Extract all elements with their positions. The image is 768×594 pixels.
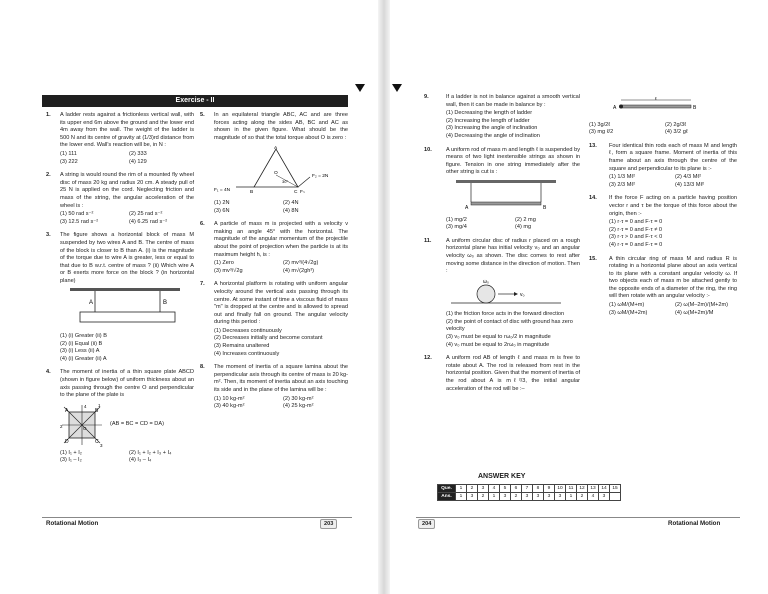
option[interactable]: (4) 6.25 rad s⁻² bbox=[129, 218, 168, 225]
options bbox=[446, 311, 580, 349]
options bbox=[609, 302, 737, 317]
angle-label: 30° bbox=[282, 179, 289, 185]
options bbox=[609, 174, 737, 189]
question-6 bbox=[200, 221, 348, 275]
option[interactable]: (1) 50 rad s⁻² bbox=[60, 211, 94, 218]
options bbox=[60, 151, 194, 166]
question-text: The moment of inertia of a square lamina about the perpendicular axis through its centre of mass is 20 kg-m². Then, its moment of inertia about an axis touching its side and in the plane of the lamina will be : bbox=[214, 364, 349, 394]
answer-key-question-cell: 9 bbox=[544, 485, 555, 493]
option[interactable]: (3) 40 kg-m² bbox=[214, 403, 245, 410]
question-8 bbox=[200, 364, 348, 411]
answer-key-title: ANSWER KEY bbox=[478, 473, 526, 480]
question-number: 10. bbox=[424, 146, 432, 153]
rod-pivot-a-label: A bbox=[613, 105, 617, 111]
answer-key-question-cell: 13 bbox=[588, 485, 599, 493]
option[interactable]: (1) 2N bbox=[214, 199, 230, 206]
wire-b-label: B bbox=[163, 300, 168, 307]
option[interactable]: (3) Increasing the angle of inclination bbox=[446, 125, 538, 132]
bookmark-marker-left bbox=[355, 84, 365, 92]
force-f3-label: F₃ bbox=[300, 190, 305, 194]
option[interactable]: (4) 3/2 gℓ bbox=[665, 129, 688, 136]
right-column-1 bbox=[424, 94, 580, 399]
question-11 bbox=[424, 238, 580, 350]
option[interactable]: (1) r·τ = 0 and F·τ = 0 bbox=[609, 219, 663, 226]
answer-key-answer-cell: 3 bbox=[544, 493, 555, 501]
options bbox=[214, 260, 348, 275]
footer-divider bbox=[416, 517, 740, 518]
question-text: A ladder rests against a frictionless vertical wall, with its upper end 6m above the ground and the lower end 4m away from the wall. The weight of the ladder is 500 N and its centre of gravity at (1/3)rd distance from the lower end. Wall's reaction will be, in N : bbox=[60, 112, 194, 149]
option[interactable]: (2) Decreases initially and become constant bbox=[214, 335, 323, 342]
page-number: 203 bbox=[320, 519, 337, 529]
option[interactable]: (3) mv³/√2g bbox=[214, 267, 243, 274]
option[interactable]: (2) 25 rad s⁻² bbox=[129, 211, 163, 218]
question-text: A uniform rod AB of length ℓ and mass m is free to rotate about A. The rod is released from rest in the horizontal position. Given that the moment of inertia of the rod about A is mℓ²/3, the initial angular acceleration of the rod will be :– bbox=[446, 355, 581, 392]
options bbox=[589, 122, 737, 137]
answer-key-answer-cell: 1 bbox=[566, 493, 577, 501]
question-text: A horizontal platform is rotating with uniform angular velocity around the vertical axis passing through its centre. At some instant of time a viscous fluid of mass "m" is dropped at the centre and is allowed to spread out and finally fall on ground. The angular velocity during this period : bbox=[214, 281, 348, 326]
vertex-a-label: A bbox=[274, 146, 278, 152]
options bbox=[214, 328, 348, 358]
question-number: 15. bbox=[589, 255, 597, 262]
option[interactable]: (1) Zero bbox=[214, 260, 234, 267]
question-7 bbox=[200, 281, 348, 358]
option[interactable]: (3) I₁ – I₂ bbox=[60, 457, 82, 464]
question-text: A particle of mass m is projected with a velocity v making an angle 45° with the horizontal. The magnitude of the angular momentum of the projectile about the point of projection when the particle is at its maximum height h, is : bbox=[214, 221, 348, 258]
option[interactable]: (1) Decreasing the length of ladder bbox=[446, 110, 533, 117]
row-label: Que. bbox=[438, 485, 456, 493]
option[interactable]: (3) mg/4 bbox=[446, 224, 467, 231]
question-number: 13. bbox=[589, 142, 597, 149]
question-3 bbox=[46, 232, 194, 363]
rod-strings-diagram bbox=[446, 180, 566, 210]
question-text: A uniform rod of mass m and length ℓ is suspended by means of two light inextensible strings as shown in figure. Tension in one string immediately after the other string is cut is : bbox=[446, 146, 580, 176]
question-number: 5. bbox=[200, 112, 205, 118]
option[interactable]: (1) 3g/2ℓ bbox=[589, 121, 611, 128]
right-page bbox=[384, 0, 768, 594]
options bbox=[446, 217, 580, 232]
rod-end-b-label: B bbox=[693, 105, 697, 111]
wire-a-label: A bbox=[89, 300, 94, 307]
velocity-v0-label: v₀ bbox=[520, 291, 525, 298]
triangle-forces-diagram bbox=[214, 145, 344, 193]
left-column-1 bbox=[46, 112, 194, 471]
rod-strings-figure bbox=[446, 180, 580, 214]
option[interactable]: (3) ωM/(M+2m) bbox=[609, 309, 648, 316]
option[interactable]: (2) the point of contact of disc with ground has zero velocity bbox=[446, 318, 573, 333]
suspended-block-diagram bbox=[60, 288, 190, 326]
question-12 bbox=[424, 355, 580, 393]
corner-c-label: C bbox=[95, 438, 99, 445]
figure-caption: (AB = BC = CD = DA) bbox=[110, 421, 164, 428]
axis-1-label: 1 bbox=[98, 402, 101, 408]
question-9 bbox=[424, 94, 580, 141]
option[interactable]: (2) (i) Equal (ii) B bbox=[60, 340, 103, 347]
answer-key-answer-cell: 1 bbox=[456, 493, 467, 501]
option[interactable]: (4) Increases continuously bbox=[214, 350, 280, 357]
answer-key-answer-cell: 2 bbox=[511, 493, 522, 501]
option[interactable]: (2) 4/3 Mℓ² bbox=[675, 174, 702, 181]
exercise-title: Exercise - II bbox=[42, 95, 348, 107]
bookmark-marker-right bbox=[392, 84, 402, 92]
omega0-label: ω₀ bbox=[483, 278, 489, 285]
options bbox=[60, 450, 194, 465]
option[interactable]: (4) ω(M+2m)/M bbox=[675, 309, 714, 316]
answer-key-question-row bbox=[438, 485, 621, 493]
question-number: 6. bbox=[200, 221, 205, 228]
pivoted-rod-figure bbox=[589, 97, 737, 119]
options bbox=[214, 200, 348, 215]
corner-b-label: B bbox=[95, 407, 99, 414]
option[interactable]: (1) 1/3 Mℓ² bbox=[609, 174, 636, 181]
options bbox=[60, 211, 194, 226]
option[interactable]: (2) 4N bbox=[283, 199, 299, 206]
options bbox=[446, 110, 580, 140]
footer-divider bbox=[42, 517, 352, 518]
footer-chapter-title: Rotational Motion bbox=[668, 520, 721, 527]
page-number: 204 bbox=[418, 519, 435, 529]
option[interactable]: (4) m√(2gh³) bbox=[283, 267, 315, 274]
answer-key-question-cell: 2 bbox=[467, 485, 478, 493]
rolling-disc-figure bbox=[446, 279, 580, 309]
option[interactable]: (4) 129 bbox=[129, 158, 147, 165]
force-f2-label: F₂ = 2N bbox=[312, 174, 329, 180]
answer-key-question-cell: 12 bbox=[577, 485, 588, 493]
question-text: If the force F acting on a particle having position vector r and τ be the torque of this force about the origin, then :- bbox=[609, 195, 737, 217]
question-number: 3. bbox=[46, 232, 51, 239]
options bbox=[609, 219, 737, 249]
options bbox=[60, 333, 194, 363]
question-5 bbox=[200, 112, 348, 215]
option[interactable]: (2) Increasing the length of ladder bbox=[446, 117, 530, 124]
option[interactable]: (1) 111 bbox=[60, 150, 77, 157]
answer-key-question-cell: 10 bbox=[555, 485, 566, 493]
option[interactable]: (3) 6N bbox=[214, 207, 230, 214]
option[interactable]: (1) mg/2 bbox=[446, 216, 467, 223]
answer-key-answer-cell: 3 bbox=[533, 493, 544, 501]
option[interactable]: (2) 333 bbox=[129, 150, 147, 157]
answer-key-answer-cell bbox=[610, 493, 621, 501]
option[interactable]: (1) (i) Greater (ii) B bbox=[60, 333, 107, 340]
option[interactable]: (1) Decreases continuously bbox=[214, 327, 282, 334]
answer-key-answer-row bbox=[438, 493, 621, 501]
answer-key-question-cell: 14 bbox=[599, 485, 610, 493]
answer-key-answer-cell: 1 bbox=[489, 493, 500, 501]
square-plate-figure bbox=[60, 403, 194, 447]
corner-d-label: D bbox=[65, 438, 69, 445]
option[interactable]: (3) (i) Less (ii) A bbox=[60, 348, 100, 355]
question-1 bbox=[46, 112, 194, 166]
option[interactable]: (4) I₃ – I₄ bbox=[129, 457, 152, 464]
question-text: A string is would round the rim of a mounted fly wheel disc of mass 20 kg and radius 20 cm. A steady pull of 25 N is applied on the cord. Neglecting friction and mass of the string, the angular acceleration of the wheel is : bbox=[60, 172, 194, 209]
question-number: 11. bbox=[424, 237, 432, 244]
right-column-2 bbox=[589, 94, 737, 323]
square-plate-diagram bbox=[60, 403, 104, 447]
option[interactable]: (3) v₀ must be equal to rω₀/2 in magnitude bbox=[446, 334, 551, 341]
question-text: The figure shows a horizontal block of mass M suspended by two wires A and B. The centre of mass of the block is closer to B than A. (i) is the magnitude of the torque due to wire A is greater, less or equal to that due to B w.r.t. centre of mass ? (ii) Which wire A or B exerts more force on the block ? (in horizontal plane) bbox=[60, 232, 194, 284]
point-o-label: O bbox=[274, 171, 278, 177]
option[interactable]: (2) 2 mg bbox=[515, 216, 536, 223]
option[interactable]: (2) 2g/3ℓ bbox=[665, 121, 687, 128]
option[interactable]: (4) 13/3 Mℓ² bbox=[675, 181, 705, 188]
option[interactable]: (3) 222 bbox=[60, 158, 78, 165]
question-text: The moment of inertia of a thin square plate ABCD (shown in figure below) of uniform thickness about an axis passing through the centre O and perpendicular to the plane of the plate is bbox=[60, 369, 194, 399]
footer-chapter-title: Rotational Motion bbox=[46, 520, 99, 527]
option[interactable]: (4) (i) Greater (ii) A bbox=[60, 355, 107, 362]
option[interactable]: (3) 12.5 rad s⁻² bbox=[60, 218, 99, 225]
rod-end-a-label: A bbox=[465, 204, 469, 210]
vertex-b-label: B bbox=[250, 190, 254, 194]
rod-length-label: ℓ bbox=[655, 97, 657, 102]
option[interactable]: (3) 2/3 Mℓ² bbox=[609, 181, 636, 188]
option[interactable]: (3) Remains unaltered bbox=[214, 343, 270, 350]
option[interactable]: (1) the friction force acts in the forward direction bbox=[446, 311, 565, 318]
option[interactable]: (3) mg ℓ/2 bbox=[589, 129, 614, 136]
vertex-c-label: C bbox=[294, 190, 298, 194]
question-text: Four identical thin rods each of mass M and length ℓ, form a square frame. Moment of inertia of this frame about an axis through the centre of the square and perpendicular to its plane is :- bbox=[609, 142, 737, 172]
question-text: A thin circular ring of mass M and radius R is rotating in a horizontal plane about an axis vertical to its plane with a constant angular velocity ω. If two objects each of mass m be attached gently to the opposite ends of a diameter of the ring, the ring will then rotate with an angular velocity :- bbox=[609, 255, 737, 300]
question-10 bbox=[424, 147, 580, 232]
option[interactable]: (4) Decreasing the angle of inclination bbox=[446, 132, 540, 139]
answer-key-answer-cell: 3 bbox=[467, 493, 478, 501]
question-14 bbox=[589, 195, 737, 249]
options bbox=[214, 396, 348, 411]
question-number: 4. bbox=[46, 369, 51, 376]
option[interactable]: (3) r·τ > 0 and F·τ < 0 bbox=[609, 234, 663, 241]
question-number: 2. bbox=[46, 172, 51, 179]
question-text: A uniform circular disc of radius r placed on a rough horizontal plane has initial velocity v₀ and an angular velocity ω₀ as shown. The disc comes to rest after moving some distance in the direction of motion. Then : bbox=[446, 237, 580, 275]
question-2 bbox=[46, 172, 194, 226]
question-number: 12. bbox=[424, 355, 432, 362]
triangle-forces-figure bbox=[214, 145, 348, 197]
rolling-disc-diagram bbox=[446, 279, 566, 305]
option[interactable]: (2) I₁ + I₂ + I₃ + I₄ bbox=[129, 449, 172, 456]
pivoted-rod-diagram bbox=[589, 97, 737, 115]
answer-key-question-cell: 15 bbox=[610, 485, 621, 493]
option[interactable]: (2) r·τ = 0 and F·τ ≠ 0 bbox=[609, 226, 663, 233]
question-12-continued bbox=[589, 97, 737, 137]
axis-4-label: 4 bbox=[84, 403, 87, 409]
corner-a-label: A bbox=[65, 407, 69, 414]
option[interactable]: (4) v₀ must be equal to 2rω₀ in magnitude bbox=[446, 341, 550, 348]
question-15 bbox=[589, 256, 737, 318]
answer-key-question-cell: 11 bbox=[566, 485, 577, 493]
question-4 bbox=[46, 369, 194, 465]
question-number: 7. bbox=[200, 281, 205, 288]
centre-o-label: O bbox=[83, 425, 87, 431]
rod-end-b-label: B bbox=[543, 204, 547, 210]
option[interactable]: (4) 25 kg-m² bbox=[283, 403, 314, 410]
axis-2-label: 2 bbox=[60, 423, 63, 429]
answer-key-answer-cell: 3 bbox=[500, 493, 511, 501]
option[interactable]: (4) r·τ = 0 and F·τ = 0 bbox=[609, 241, 663, 248]
option[interactable]: (2) mv³/(4√2g) bbox=[283, 260, 319, 267]
force-f1-label: F₁ = 4N bbox=[214, 188, 231, 194]
axis-3-label: 3 bbox=[100, 442, 103, 447]
question-13 bbox=[589, 143, 737, 190]
option[interactable]: (2) ω(M–2m)/(M+2m) bbox=[675, 302, 729, 309]
option[interactable]: (4) 8N bbox=[283, 207, 299, 214]
answer-key-answer-cell: 2 bbox=[577, 493, 588, 501]
answer-key-answer-cell: 3 bbox=[555, 493, 566, 501]
suspended-block-figure bbox=[60, 288, 194, 330]
option[interactable]: (1) ωM/(M+m) bbox=[609, 302, 645, 309]
question-number: 9. bbox=[424, 94, 429, 100]
answer-key-answer-cell: 4 bbox=[588, 493, 599, 501]
question-number: 14. bbox=[589, 195, 597, 202]
answer-key-answer-cell: 2 bbox=[478, 493, 489, 501]
option[interactable]: (1) 10 kg-m² bbox=[214, 395, 245, 402]
answer-key-answer-cell: 3 bbox=[522, 493, 533, 501]
answer-key-question-cell: 3 bbox=[478, 485, 489, 493]
question-text: If a ladder is not in balance against a smooth vertical wall, then it can be made in balance by : bbox=[446, 94, 580, 108]
option[interactable]: (1) I₁ + I₂ bbox=[60, 449, 82, 456]
answer-key-answer-cell: 3 bbox=[599, 493, 610, 501]
question-number: 1. bbox=[46, 112, 51, 118]
answer-key-table bbox=[437, 484, 621, 501]
answer-key-question-cell: 6 bbox=[511, 485, 522, 493]
question-text: In an equilateral triangle ABC, AC and are three forces acting along the sides AB, BC and AC as shown in the given figure. What should be the magnitude of so that the total torque about O is zero : bbox=[214, 112, 348, 141]
question-number: 8. bbox=[200, 364, 205, 371]
answer-key-question-cell: 1 bbox=[456, 485, 467, 493]
option[interactable]: (2) 30 kg-m² bbox=[283, 395, 314, 402]
answer-key-question-cell: 5 bbox=[500, 485, 511, 493]
answer-key-question-cell: 7 bbox=[522, 485, 533, 493]
left-column-2 bbox=[200, 112, 348, 417]
answer-key-question-cell: 8 bbox=[533, 485, 544, 493]
answer-key-question-cell: 4 bbox=[489, 485, 500, 493]
row-label: Ans. bbox=[438, 493, 456, 501]
option[interactable]: (4) mg bbox=[515, 224, 532, 231]
